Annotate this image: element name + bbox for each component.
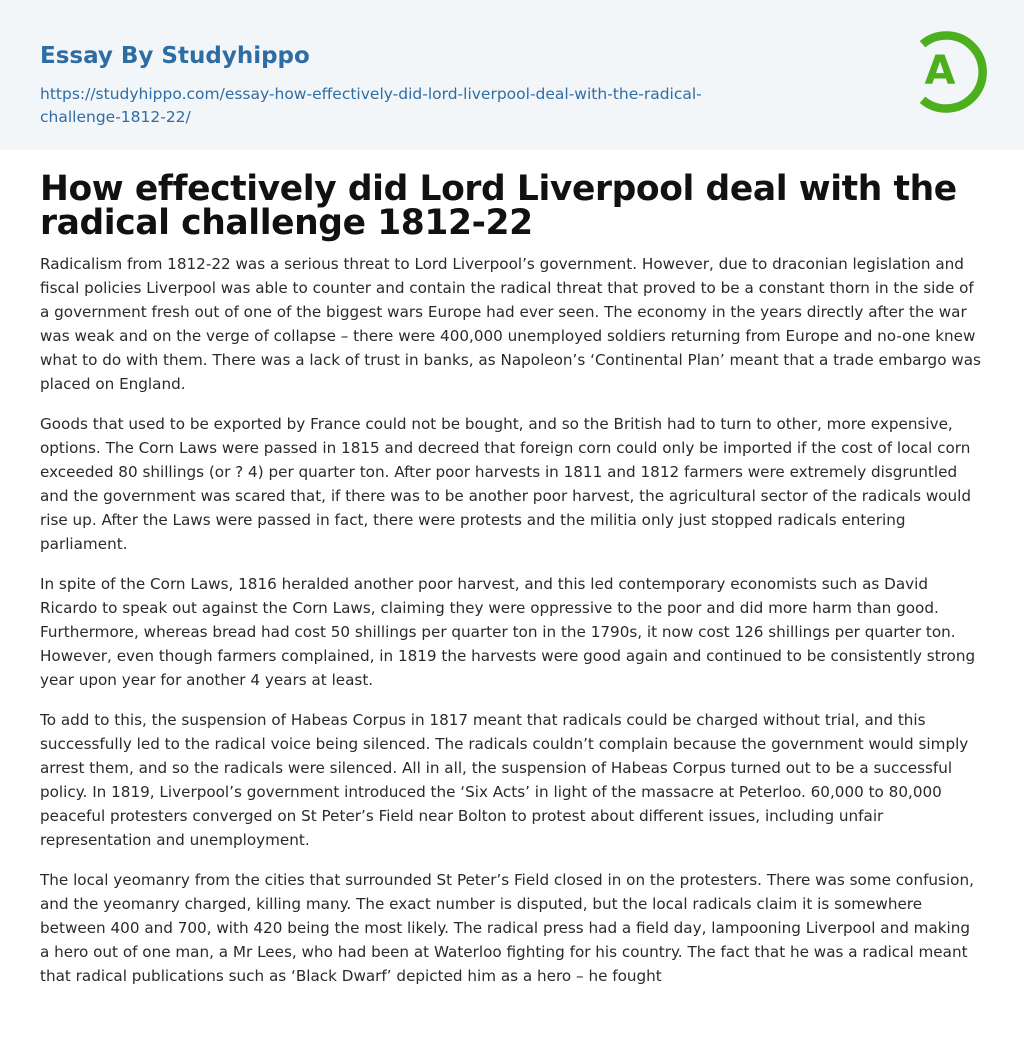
paragraph: In spite of the Corn Laws, 1816 heralded another poor harvest, and this led contemporary economists such as David Ricardo to speak out against the Corn Laws, claiming they were oppressive to the poor and did more harm than good. Furthermore, whereas bread had cost 50 shillings per quarter ton in the 1790s, it now cost 126 shillings per quarter ton. However, even though farmers complained, in 1819 the harvests were good again and continued to be consistently strong year upon year for another 4 years at least.: [40, 575, 976, 689]
logo-letter: A: [924, 48, 956, 94]
article: [0, 150, 1024, 988]
paragraph: Radicalism from 1812-22 was a serious threat to Lord Liverpool’s government. However, due to draconian legislation and fiscal policies Liverpool was able to counter and contain the radical threat that proved to be a constant thorn in the side of a government fresh out of one of the biggest wars Europe had ever seen. The economy in the years directly after the war was weak and on the verge of collapse – there were 400,000 unemployed soldiers returning from Europe and no-one knew what to do with them. There was a lack of trust in banks, as Napoleon’s ‘Continental Plan’ meant that a trade embargo was placed on England.: [40, 255, 981, 393]
page-title: How effectively did Lord Liverpool deal with the radical challenge 1812-22: [40, 169, 957, 243]
logo-icon[interactable]: [908, 28, 988, 116]
paragraph: The local yeomanry from the cities that surrounded St Peter’s Field closed in on the protesters. There was some confusion, and the yeomanry charged, killing many. The exact number is disputed, but the local radicals claim it is somewhere between 400 and 700, with 420 being the most likely. The radical press had a field day, lampooning Liverpool and making a hero out of one man, a Mr Lees, who had been at Waterloo fighting for his country. The fact that he was a radical meant that radical publications such as ‘Black Dwarf’ depicted him as a hero – he fought: [40, 871, 974, 985]
brand-title: Essay By Studyhippo: [40, 43, 310, 69]
site-header: [0, 0, 1024, 150]
paragraph: Goods that used to be exported by France could not be bought, and so the British had to turn to other, more expensive, options. The Corn Laws were passed in 1815 and decreed that foreign corn could only be imported if the cost of local corn exceeded 80 shillings (or ? 4) per quarter ton. After poor harvests in 1811 and 1812 farmers were extremely disgruntled and the government was scared that, if there was to be another poor harvest, the agricultural sector of the radicals would rise up. After the Laws were passed in fact, there were protests and the militia only just stopped radicals entering parliament.: [40, 415, 972, 553]
paragraph: To add to this, the suspension of Habeas Corpus in 1817 meant that radicals could be charged without trial, and this successfully led to the radical voice being silenced. The radicals couldn’t complain because the government would simply arrest them, and so the radicals were silenced. All in all, the suspension of Habeas Corpus turned out to be a successful policy. In 1819, Liverpool’s government introduced the ‘Six Acts’ in light of the massacre at Peterloo. 60,000 to 80,000 peaceful protesters converged on St Peter’s Field near Bolton to protest about different issues, including unfair representation and unemployment.: [40, 711, 969, 849]
source-url-link[interactable]: https://studyhippo.com/essay-how-effectively-did-lord-liverpool-deal-with-the-radical-challenge-1812-22/: [40, 85, 702, 126]
